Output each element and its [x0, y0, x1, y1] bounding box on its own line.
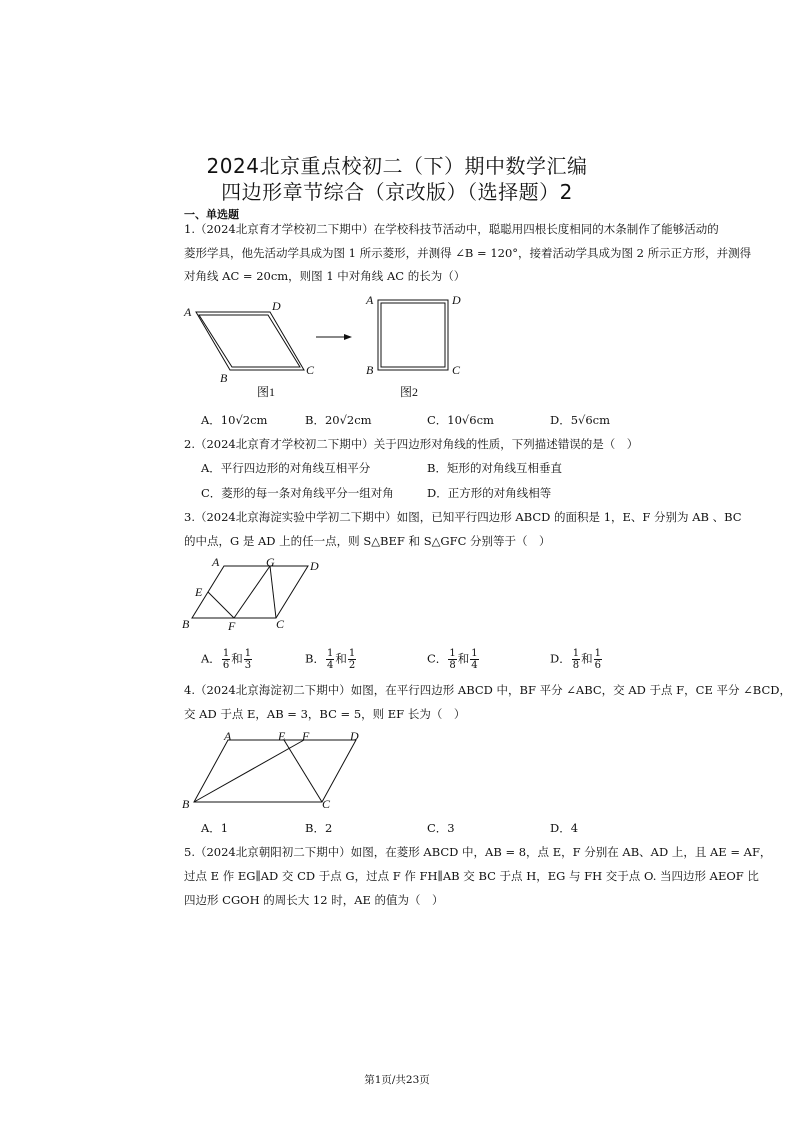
q4-label-b: B: [182, 797, 190, 811]
q4-label-a: A: [224, 729, 232, 743]
q4-label-d: D: [350, 729, 359, 743]
page-title: 2024北京重点校初二（下）期中数学汇编: [206, 154, 588, 178]
q1-line3: 对角线 AC = 20cm，则图 1 中对角线 AC 的长为（）: [184, 269, 466, 283]
q3-label-a: A: [212, 556, 220, 569]
page-footer: 第1页/共23页: [364, 1074, 430, 1086]
q4-line1: 4.（2024北京海淀初二下期中）如图，在平行四边形 ABCD 中，BF 平分 ∠ABC，交 AD 于点 F，CE 平分 ∠BCD，: [184, 683, 791, 697]
q4-option-a[interactable]: A．1: [201, 821, 229, 835]
q1-square-outer: [378, 300, 448, 370]
q1-line1: 1.（2024北京育才学校初二下期中）在学校科技节活动中，聪聪用四根长度相同的木条制作了能够活动的: [184, 222, 719, 236]
q3-segment-ef: [208, 592, 234, 618]
q5-line2: 过点 E 作 EG∥AD 交 CD 于点 G，过点 F 作 FH∥AB 交 BC 于点 H，EG 与 FH 交于点 O. 当四边形 AEOF 比: [184, 869, 759, 883]
q5-line3: 四边形 CGOH 的周长大 12 时，AE 的值为（ ）: [184, 893, 444, 907]
q4-line2: 交 AD 于点 E，AB = 3，BC = 5，则 EF 长为（ ）: [184, 707, 466, 721]
q2-option-c[interactable]: C．菱形的每一条对角线平分一组对角: [201, 486, 394, 500]
q2-option-a[interactable]: A．平行四边形的对角线互相平分: [201, 461, 371, 475]
q1-fig1-label-a: A: [184, 305, 192, 319]
q4-option-c[interactable]: C．3: [427, 821, 455, 835]
q3-label-d: D: [310, 559, 319, 573]
q4-option-b[interactable]: B．2: [305, 821, 333, 835]
q4-option-d[interactable]: D．4: [550, 821, 579, 835]
q1-fig1-label-b: B: [220, 371, 228, 385]
q3-segment-gc: [270, 566, 276, 618]
q4-label-e: E: [278, 729, 286, 743]
q3-label-f: F: [228, 619, 236, 633]
q3-option-d[interactable]: D． $\frac{1}{8}$ 和 $\frac{1}{6}$: [550, 648, 601, 671]
q3-label-e: E: [195, 585, 203, 599]
q3-option-b[interactable]: B． $\frac{1}{4}$ 和 $\frac{1}{2}$: [305, 648, 356, 671]
q3-line1: 3.（2024北京海淀实验中学初二下期中）如图，已知平行四边形 ABCD 的面积是 1，E、F 分别为 AB 、BC: [184, 510, 742, 524]
q1-fig1-label-d: D: [272, 299, 281, 313]
q1-fig2-label-a: A: [366, 293, 374, 307]
q3-line2: 的中点，G 是 AD 上的任一点，则 S△BEF 和 S△GFC 分别等于（ ）: [184, 534, 551, 548]
q4-label-c: C: [322, 797, 331, 811]
q1-line2: 菱形学具，他先活动学具成为图 1 所示菱形，并测得 ∠B = 120°，接着活动学具成为图 2 所示正方形，并测得: [184, 246, 752, 260]
q4-figure: [180, 728, 380, 814]
q1-fig2-label-c: C: [452, 363, 461, 377]
q2-option-d[interactable]: D．正方形的对角线相等: [427, 486, 552, 500]
q1-fig1-caption: 图1: [257, 385, 276, 399]
q1-option-b[interactable]: B．20√2cm: [305, 413, 372, 427]
q1-figure: [180, 290, 480, 402]
q3-segment-gf: [234, 566, 270, 618]
q4-label-f: F: [302, 729, 310, 743]
q4-segment-ce: [284, 740, 322, 802]
section-heading: 一、单选题: [184, 208, 239, 221]
q5-line1: 5.（2024北京朝阳初二下期中）如图，在菱形 ABCD 中，AB = 8，点 E，F 分别在 AB、AD 上，且 AE = AF，: [184, 845, 772, 859]
q3-label-c: C: [276, 617, 285, 631]
q1-option-d[interactable]: D．5√6cm: [550, 413, 611, 427]
q1-arrow-head: [344, 334, 352, 340]
q1-option-a[interactable]: A．10√2cm: [201, 413, 268, 427]
q1-fig2-caption: 图2: [400, 385, 419, 399]
q4-parallelogram: [194, 740, 356, 802]
q2-option-b[interactable]: B．矩形的对角线互相垂直: [427, 461, 562, 475]
q3-label-g: G: [266, 556, 275, 569]
q1-fig1-label-c: C: [306, 363, 315, 377]
q3-label-b: B: [182, 617, 190, 631]
q1-fig2-label-b: B: [366, 363, 374, 377]
q1-option-c[interactable]: C．10√6cm: [427, 413, 494, 427]
q3-option-c[interactable]: C． $\frac{1}{8}$ 和 $\frac{1}{4}$: [427, 648, 478, 671]
q3-option-a[interactable]: A． $\frac{1}{6}$ 和 $\frac{1}{3}$: [201, 648, 252, 671]
q1-rhombus-inner: [199, 315, 300, 367]
q2-line1: 2.（2024北京育才学校初二下期中）关于四边形对角线的性质，下列描述错误的是（ ）: [184, 437, 639, 451]
q3-figure: [180, 556, 340, 636]
page-subtitle: 四边形章节综合（京改版）（选择题）2: [221, 180, 573, 204]
q1-rhombus-outer: [196, 312, 304, 370]
q3-parallelogram: [192, 566, 308, 618]
q1-square-inner: [381, 303, 445, 367]
q1-fig2-label-d: D: [452, 293, 461, 307]
